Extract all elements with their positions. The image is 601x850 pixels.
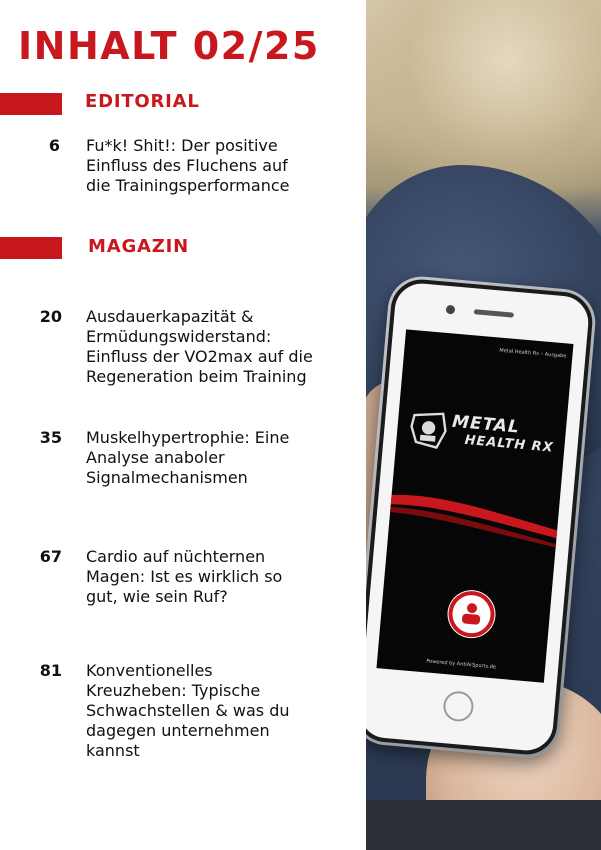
screen-header-text: Metal Health Rx – Ausgabe xyxy=(499,347,567,360)
toc-entry-line: Ermüdungswiderstand: xyxy=(86,327,272,346)
toc-entry-line: Einfluss des Fluchens auf xyxy=(86,156,288,175)
toc-entry-line: die Trainingsperformance xyxy=(86,176,290,195)
toc-entry-line: Analyse anaboler xyxy=(86,448,225,467)
phone-case-rim xyxy=(366,277,595,757)
toc-entry-line: dagegen unternehmen xyxy=(86,721,270,740)
section-label-editorial: EDITORIAL xyxy=(85,91,200,112)
toc-entry-line: Kreuzheben: Typische xyxy=(86,681,261,700)
toc-entry-link[interactable] xyxy=(86,136,352,196)
toc-entry-link[interactable] xyxy=(86,661,352,761)
toc-entry-line: Einfluss der VO2max auf die xyxy=(86,347,313,366)
toc-entry-line: Fu*k! Shit!: Der positive xyxy=(86,136,278,155)
section-bar-magazin xyxy=(0,237,62,259)
toc-entry-line: Cardio auf nüchternen xyxy=(86,547,266,566)
cover-photo xyxy=(366,0,601,850)
toc-page-number: 6 xyxy=(48,136,60,155)
photo-sleeve xyxy=(366,800,601,850)
toc-entry-line: Ausdauerkapazität & xyxy=(86,307,254,326)
toc-entry-line: Muskelhypertrophie: Eine xyxy=(86,428,290,447)
toc-entry-line: kannst xyxy=(86,741,140,760)
toc-entry-line: Magen: Ist es wirklich so xyxy=(86,567,283,586)
toc-page-number: 20 xyxy=(39,307,62,326)
toc-page-number: 67 xyxy=(39,547,62,566)
page-title: INHALT 02/25 xyxy=(18,24,320,68)
toc-entry-link[interactable] xyxy=(86,307,352,387)
section-bar-editorial xyxy=(0,93,62,115)
toc-entry-link[interactable] xyxy=(86,428,352,488)
toc-entry-line: Regeneration beim Training xyxy=(86,367,307,386)
screen-footer-text: Powered by AntiArSports.de xyxy=(426,658,497,671)
toc-page-number: 81 xyxy=(39,661,62,680)
toc-entry-link[interactable] xyxy=(86,547,352,607)
app-logo-line1: METAL xyxy=(451,411,521,438)
toc-entry-line: Konventionelles xyxy=(86,661,213,680)
section-label-magazin: MAGAZIN xyxy=(88,236,189,257)
toc-entry-line: gut, wie sein Ruf? xyxy=(86,587,228,606)
smartphone xyxy=(366,274,598,760)
toc-entry-line: Schwachstellen & was du xyxy=(86,701,290,720)
toc-page-number: 35 xyxy=(39,428,62,447)
app-logo-line2: HEALTH RX xyxy=(463,432,555,456)
toc-entry-line: Signalmechanismen xyxy=(86,468,248,487)
